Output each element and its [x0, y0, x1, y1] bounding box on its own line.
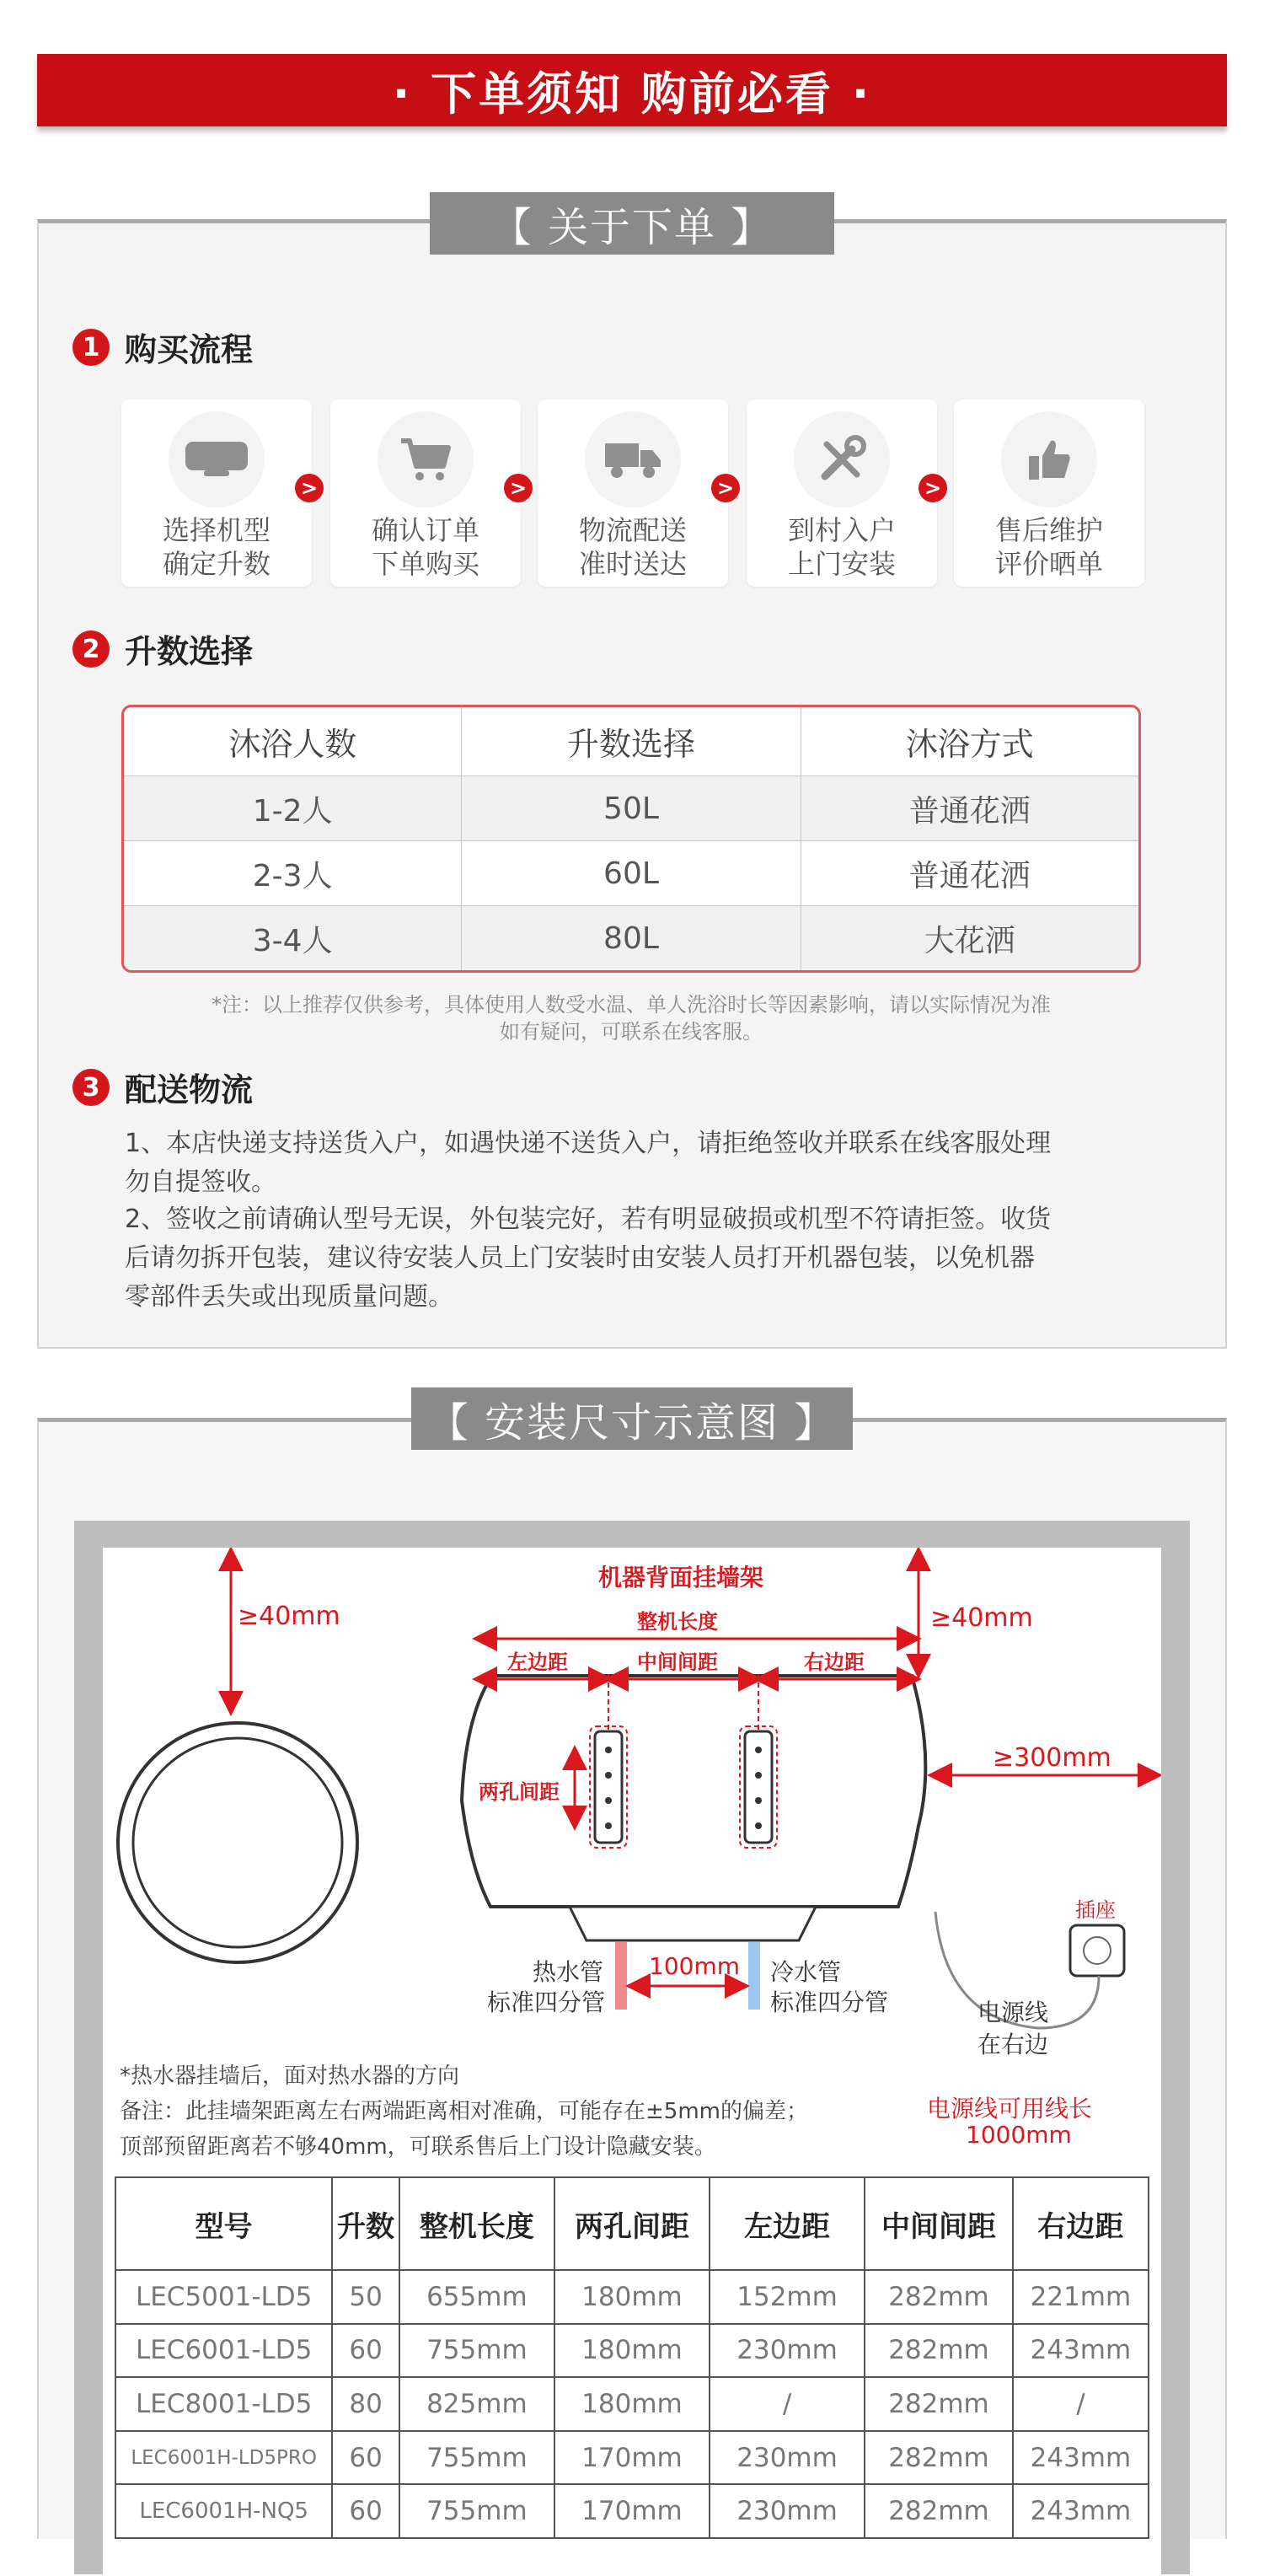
center-gap-label: 中间间距 — [637, 1650, 718, 1674]
table-cell: 243mm — [1013, 2484, 1149, 2538]
table-cell: 大花洒 — [801, 906, 1138, 970]
table-cell: 170mm — [554, 2431, 710, 2485]
table-cell: 3-4人 — [124, 906, 462, 970]
table-row — [115, 2431, 1149, 2485]
cord-length-label-1: 电源线可用线长 — [927, 2095, 1093, 2123]
table-header-cell: 型号 — [115, 2177, 332, 2270]
section-title-purchase-flow: 购买流程 — [125, 331, 254, 368]
round-pipe-outer — [118, 1723, 357, 1962]
table-cell: LEC6001H-NQ5 — [115, 2484, 332, 2538]
left-margin-label: 左边距 — [507, 1650, 568, 1674]
table-cell: 755mm — [399, 2324, 554, 2378]
logistics-item-1 — [125, 1124, 1153, 1202]
hot-pipe-label-2: 标准四分管 — [487, 1988, 606, 2016]
total-length-label: 整机长度 — [637, 1610, 718, 1634]
step-card-install — [747, 400, 937, 587]
table-cell: 282mm — [865, 2270, 1013, 2324]
table-cell: 80L — [462, 906, 801, 970]
step-label-5b: 评价晒单 — [994, 548, 1103, 580]
table-cell: 80 — [332, 2377, 399, 2431]
section-title-volume: 升数选择 — [125, 633, 254, 670]
cord-label-2: 在右边 — [977, 2031, 1049, 2058]
table-cell: 1-2人 — [124, 776, 462, 841]
cart-icon — [378, 411, 474, 507]
table-cell: 221mm — [1013, 2270, 1149, 2324]
table-header-cell: 升数 — [332, 2177, 399, 2270]
logistics-line: 2、签收之前请确认型号无误，外包装完好，若有明显破损或机型不符请拒签。收货 — [125, 1205, 1052, 1234]
top-left-gap-label: ≥40mm — [238, 1602, 340, 1631]
table-cell: 普通花洒 — [801, 841, 1138, 906]
table-cell: 230mm — [710, 2484, 865, 2538]
chevron-right-icon: > — [295, 474, 324, 502]
table-cell: 655mm — [399, 2270, 554, 2324]
table-cell: 普通花洒 — [801, 776, 1138, 841]
install-note-3: 顶部预留距离若不够40mm，可联系售后上门设计隐藏安装。 — [120, 2134, 716, 2160]
logistics-line: 后请勿拆开包装，建议待安装人员上门安装时由安装人员打开机器包装，以免机器 — [125, 1243, 1035, 1273]
table-cell: 243mm — [1013, 2431, 1149, 2485]
step-label-5a: 售后维护 — [994, 514, 1103, 546]
table-row — [115, 2324, 1149, 2378]
hole-gap-label: 两孔间距 — [479, 1780, 560, 1804]
table-cell: 282mm — [865, 2484, 1013, 2538]
hot-pipe — [615, 1942, 627, 2010]
section-number-2: 2 — [72, 631, 110, 668]
table-row — [115, 2270, 1149, 2324]
chevron-right-icon: > — [504, 474, 533, 502]
table-cell: / — [1013, 2377, 1149, 2431]
install-tag: 【 安装尺寸示意图 】 — [411, 1387, 853, 1450]
table-row — [115, 2377, 1149, 2431]
table-cell: 755mm — [399, 2484, 554, 2538]
table-header-row — [115, 2177, 1149, 2270]
step-label-1b: 确定升数 — [162, 548, 270, 580]
cord-length-label-2: 1000mm — [966, 2121, 1072, 2149]
side-gap-label: ≥300mm — [993, 1743, 1111, 1773]
step-card-after-sales — [954, 400, 1144, 587]
step-card-confirm-order — [330, 400, 521, 587]
step-label-3b: 准时送达 — [578, 548, 687, 580]
table-cell: 243mm — [1013, 2324, 1149, 2378]
table-row — [115, 2484, 1149, 2538]
bracket-title: 机器背面挂墙架 — [598, 1564, 764, 1591]
table-cell: 825mm — [399, 2377, 554, 2431]
table-header-row — [124, 707, 1138, 776]
step-label-2a: 确认订单 — [371, 514, 479, 546]
table-cell: 180mm — [554, 2324, 710, 2378]
step-label-2b: 下单购买 — [371, 548, 479, 580]
cold-pipe-label-2: 标准四分管 — [770, 1988, 889, 2016]
table-cell: 230mm — [710, 2324, 865, 2378]
table-cell: 180mm — [554, 2270, 710, 2324]
table-cell: 60L — [462, 841, 801, 906]
table-cell: 282mm — [865, 2431, 1013, 2485]
table-cell: 60 — [332, 2484, 399, 2538]
install-note-2: 备注：此挂墙架距离左右两端距离相对准确，可能存在±5mm的偏差； — [120, 2099, 808, 2124]
table-header-cell: 沐浴方式 — [801, 707, 1138, 776]
table-cell: LEC6001-LD5 — [115, 2324, 332, 2378]
table-cell: LEC6001H-LD5PRO — [115, 2431, 332, 2485]
spec-table — [115, 2176, 1149, 2539]
cold-pipe — [748, 1942, 760, 2010]
table-cell: 152mm — [710, 2270, 865, 2324]
install-note-1: *热水器挂墙后，面对热水器的方向 — [120, 2063, 460, 2089]
section-number-1: 1 — [72, 329, 110, 366]
pipe-gap-label: 100mm — [649, 1952, 740, 1980]
banner-title: · 下单须知 购前必看 · — [392, 67, 872, 121]
socket-label: 插座 — [1075, 1898, 1116, 1922]
logistics-item-2 — [125, 1200, 1153, 1317]
chevron-right-icon: > — [919, 474, 947, 502]
table-cell: / — [710, 2377, 865, 2431]
water-heater-icon — [169, 411, 265, 507]
table-cell: 50L — [462, 776, 801, 841]
step-card-logistics — [538, 400, 728, 587]
volume-note-line-1: *注：以上推荐仅供参考，具体使用人数受水温、单人洗浴时长等因素影响，请以实际情况为准 — [212, 993, 1051, 1017]
table-row — [124, 906, 1138, 970]
logistics-line: 1、本店快递支持送货入户，如遇快递不送货入户，请拒绝签收并联系在线客服处理 — [125, 1129, 1052, 1158]
table-header-cell: 右边距 — [1013, 2177, 1149, 2270]
logistics-line: 零部件丢失或出现质量问题。 — [125, 1282, 453, 1312]
logistics-line: 勿自提签收。 — [125, 1167, 276, 1197]
table-row — [124, 841, 1138, 906]
table-cell: 2-3人 — [124, 841, 462, 906]
table-cell: LEC8001-LD5 — [115, 2377, 332, 2431]
thumbs-up-icon — [1001, 411, 1097, 507]
table-cell: 230mm — [710, 2431, 865, 2485]
truck-icon — [585, 411, 681, 507]
table-header-cell: 沐浴人数 — [124, 707, 462, 776]
table-cell: 755mm — [399, 2431, 554, 2485]
step-label-3a: 物流配送 — [578, 514, 687, 546]
page-banner — [37, 54, 1227, 126]
step-label-4a: 到村入户 — [787, 514, 896, 546]
table-cell: LEC5001-LD5 — [115, 2270, 332, 2324]
top-right-gap-label: ≥40mm — [930, 1603, 1033, 1633]
chevron-right-icon: > — [711, 474, 740, 502]
hot-pipe-label-1: 热水管 — [533, 1958, 604, 1986]
cord-label-1: 电源线 — [977, 1999, 1049, 2026]
section-number-3: 3 — [72, 1069, 110, 1106]
table-cell: 60 — [332, 2431, 399, 2485]
table-header-cell: 两孔间距 — [554, 2177, 710, 2270]
about-order-tag: 【 关于下单 】 — [430, 192, 834, 255]
volume-note-line-2: 如有疑问，可联系在线客服。 — [500, 1020, 763, 1044]
table-header-cell: 中间间距 — [865, 2177, 1013, 2270]
step-label-1a: 选择机型 — [162, 514, 270, 546]
section-title-logistics: 配送物流 — [125, 1071, 254, 1108]
table-cell: 60 — [332, 2324, 399, 2378]
step-card-select-model — [121, 400, 312, 587]
table-cell: 180mm — [554, 2377, 710, 2431]
table-header-cell: 整机长度 — [399, 2177, 554, 2270]
table-cell: 170mm — [554, 2484, 710, 2538]
right-margin-label: 右边距 — [804, 1650, 865, 1674]
table-header-cell: 升数选择 — [462, 707, 801, 776]
tools-icon — [794, 411, 890, 507]
step-label-4b: 上门安装 — [787, 548, 896, 580]
table-cell: 282mm — [865, 2377, 1013, 2431]
table-cell: 282mm — [865, 2324, 1013, 2378]
cold-pipe-label-1: 冷水管 — [770, 1958, 842, 1986]
volume-table — [121, 705, 1141, 973]
table-row — [124, 776, 1138, 841]
table-cell: 50 — [332, 2270, 399, 2324]
table-header-cell: 左边距 — [710, 2177, 865, 2270]
